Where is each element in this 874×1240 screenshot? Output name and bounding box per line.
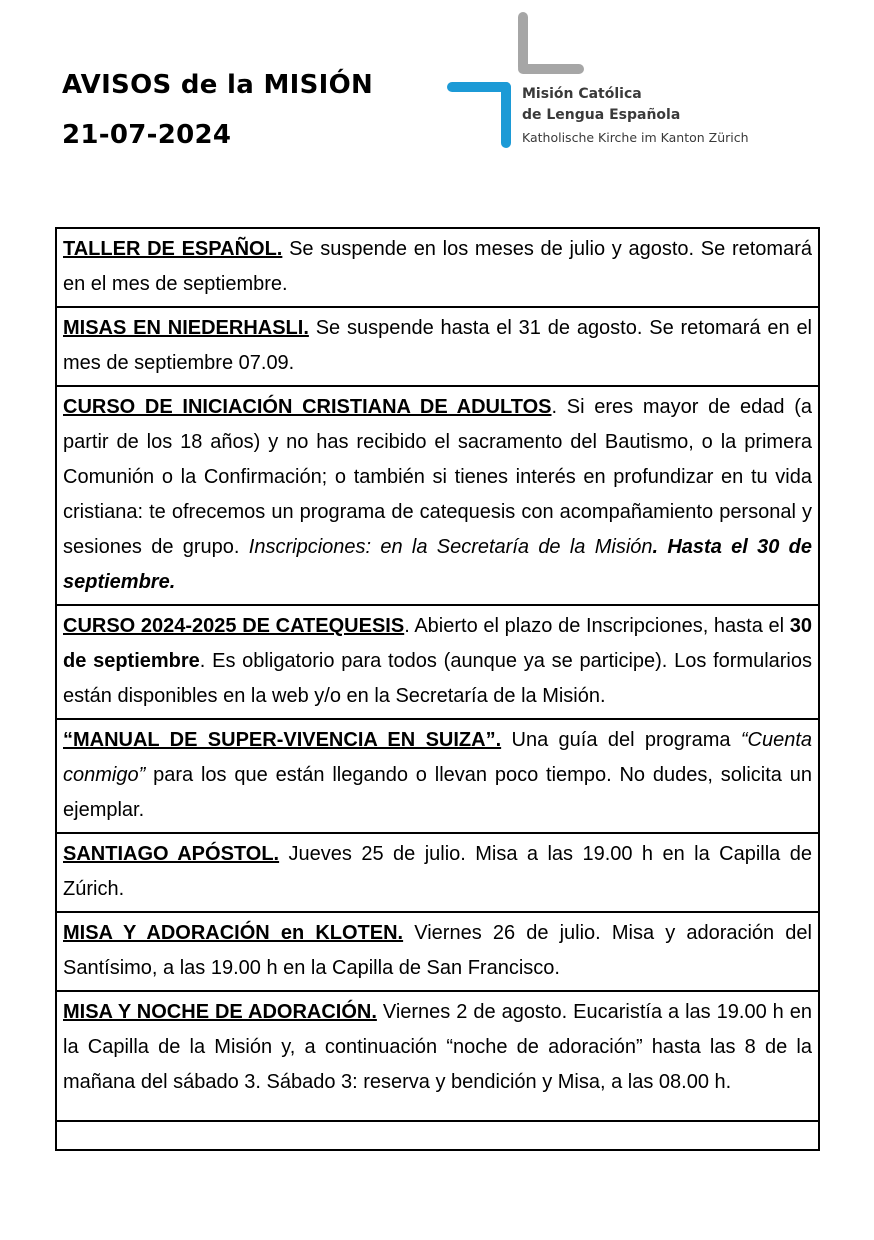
notice-text: . Si eres mayor de edad (a partir de los 18 años) y no has recibido el sacramento del Bautismo, o la primera Comunión o la Confirmación; o también si tienes interés en profundizar en tu vida cristiana: te ofrecemos un programa de catequesis con acompañamiento personal y sesiones de grupo. (63, 396, 812, 558)
notice-row (56, 386, 819, 605)
notice-text: Viernes 2 de agosto. Eucaristía a las 19.00 h en la Capilla de la Misión y, a continuación “noche de adoración” hasta las 8 de la mañana del sábado 3. Sábado 3: reserva y bendición y Misa, a las 08.00 h. (63, 1001, 812, 1093)
notice-text-continued: . Es obligatorio para todos (aunque ya se participe). Los formularios están disponibles en la web y/o en la Secretaría de la Misión. (63, 650, 812, 707)
page-title: AVISOS de la MISIÓN (62, 70, 374, 100)
mission-logo (445, 10, 775, 155)
notice-cell (56, 228, 819, 307)
notice-deadline: . Hasta el 30 de septiembre. (63, 536, 812, 593)
notice-row (56, 605, 819, 719)
notice-italic-text: Inscripciones: en la Secretaría de la Misión (248, 536, 653, 558)
notice-italic-text: “Cuenta conmigo” (63, 729, 812, 786)
notice-heading: MISA Y NOCHE DE ADORACIÓN. (63, 1001, 377, 1023)
notice-row (56, 228, 819, 307)
notice-row (56, 307, 819, 386)
logo-cross-blue-vertical (501, 82, 511, 148)
notice-heading: SANTIAGO APÓSTOL. (63, 843, 280, 865)
notice-text-continued: para los que están llegando o llevan poco tiempo. No dudes, solicita un ejemplar. (63, 764, 812, 821)
notice-heading: CURSO DE INICIACIÓN CRISTIANA DE ADULTOS (63, 396, 552, 418)
notice-heading: CURSO 2024-2025 DE CATEQUESIS (63, 615, 405, 637)
logo-cross-gray-horizontal (518, 64, 584, 74)
notice-cell (56, 833, 819, 912)
notice-text: Una guía del programa (501, 729, 741, 751)
notice-cell (56, 307, 819, 386)
notice-heading: “MANUAL DE SUPER-VIVENCIA EN SUIZA”. (63, 729, 502, 751)
logo-cross-gray-vertical (518, 12, 528, 72)
notice-heading: TALLER DE ESPAÑOL. (63, 238, 283, 260)
notice-row (56, 719, 819, 833)
notice-row (56, 912, 819, 991)
notice-cell (56, 386, 819, 605)
empty-row (56, 1121, 819, 1150)
notice-text: Viernes 26 de julio. Misa y adoración del Santísimo, a las 19.00 h en la Capilla de San Francisco. (63, 922, 812, 979)
notice-text: Se suspende hasta el 31 de agosto. Se retomará en el mes de septiembre 07.09. (63, 317, 813, 374)
logo-text-line1: Misión Católica (522, 86, 642, 102)
notice-heading: MISAS EN NIEDERHASLI. (63, 317, 309, 339)
notice-cell (56, 605, 819, 719)
empty-cell (56, 1121, 819, 1150)
notice-text: Jueves 25 de julio. Misa a las 19.00 h en la Capilla de Zúrich. (63, 843, 812, 900)
notice-cell (56, 991, 819, 1121)
notice-text: Se suspende en los meses de julio y agosto. Se retomará en el mes de septiembre. (63, 238, 813, 295)
notice-cell (56, 912, 819, 991)
logo-text-line3: Katholische Kirche im Kanton Zürich (522, 130, 749, 145)
page-date: 21-07-2024 (62, 120, 232, 150)
notice-cell (56, 719, 819, 833)
notice-row (56, 833, 819, 912)
notice-heading: MISA Y ADORACIÓN en KLOTEN. (63, 922, 404, 944)
notices-table (55, 227, 820, 1151)
notice-deadline: 30 de septiembre (63, 615, 813, 672)
logo-text-line2: de Lengua Española (522, 107, 681, 123)
notice-row (56, 991, 819, 1121)
notice-text: . Abierto el plazo de Inscripciones, hasta el (404, 615, 790, 637)
